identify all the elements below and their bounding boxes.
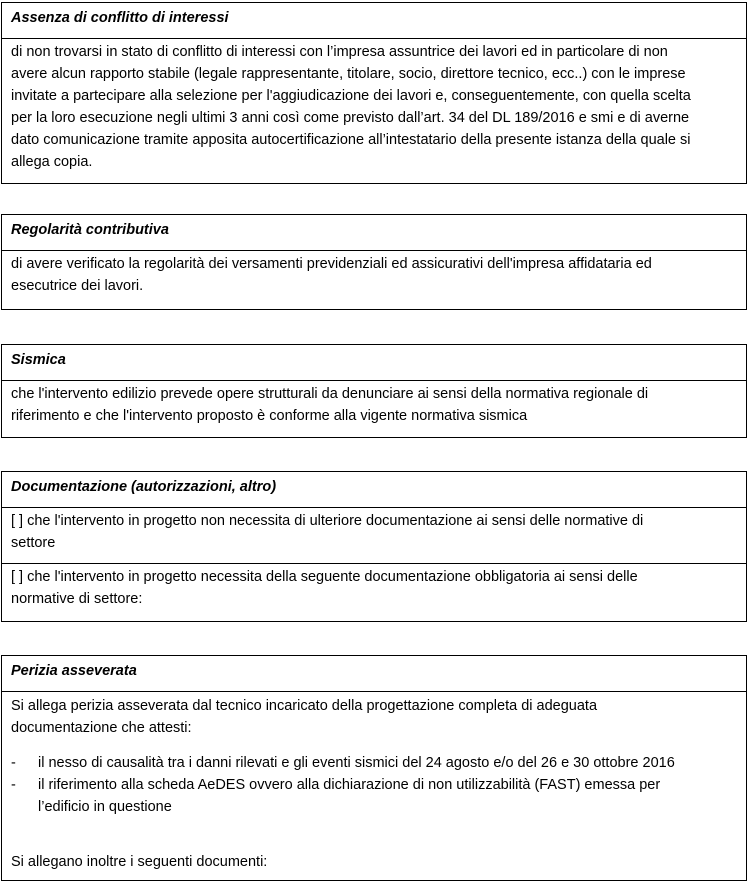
- text-line: Si allega perizia asseverata dal tecnico incaricato della progettazione completa di adeguata: [11, 698, 598, 714]
- text-line: documentazione che attesti:: [11, 720, 192, 736]
- section-sismica: [1, 344, 747, 438]
- bullet-dash: -: [11, 755, 16, 771]
- list-item: [11, 752, 737, 774]
- section-body: [2, 39, 746, 173]
- text-line: allega copia.: [11, 154, 93, 170]
- text-line: che l'intervento edilizio prevede opere strutturali da denunciare ai sensi della normativa regionale di: [11, 386, 649, 402]
- text-line: settore: [11, 535, 56, 551]
- text-line: invitate a partecipare alla selezione per l'aggiudicazione dei lavori e, conseguentemente, con quella scelta: [11, 88, 691, 104]
- section-regolarita-contributiva: [1, 214, 747, 310]
- text-line: dato comunicazione tramite apposita autocertificazione all’intestatario della presente istanza della quale si: [11, 132, 691, 148]
- section-body: [2, 692, 746, 873]
- checkbox-option-line: [ ] che l'intervento in progetto non necessita di ulteriore documentazione ai sensi delle normative di: [11, 513, 644, 529]
- section-title: Sismica: [2, 345, 746, 381]
- text-line: esecutrice dei lavori.: [11, 278, 144, 294]
- closing-line: Si allegano inoltre i seguenti documenti:: [11, 854, 268, 870]
- list-item: [11, 774, 737, 818]
- text-line: riferimento e che l'intervento proposto è conforme alla vigente normativa sismica: [11, 408, 528, 424]
- text-line: normative di settore:: [11, 591, 143, 607]
- section-body: [2, 381, 746, 427]
- attestation-list: [11, 752, 737, 818]
- text-line: per la loro esecuzione negli ultimi 3 anni così come previsto dall’art. 34 del DL 189/2016 e smi e di averne: [11, 110, 690, 126]
- section-title: Perizia asseverata: [2, 656, 746, 692]
- bullet-dash: -: [11, 777, 16, 793]
- section-perizia-asseverata: [1, 655, 747, 881]
- text-line: il riferimento alla scheda AeDES ovvero alla dichiarazione di non utilizzabilità (FAST) emessa per: [38, 777, 661, 793]
- checkbox-option-line: [ ] che l'intervento in progetto necessita della seguente documentazione obbligatoria ai sensi delle: [11, 569, 638, 585]
- section-body: [2, 251, 746, 297]
- section-title: Assenza di conflitto di interessi: [2, 3, 746, 39]
- section-title: Documentazione (autorizzazioni, altro): [2, 472, 746, 508]
- option-documentazione-obbligatoria: [2, 564, 746, 610]
- text-line: l’edificio in questione: [38, 799, 172, 815]
- section-title: Regolarità contributiva: [2, 215, 746, 251]
- section-documentazione: [1, 471, 747, 622]
- text-line: di avere verificato la regolarità dei versamenti previdenziali ed assicurativi dell'impresa affidataria ed: [11, 256, 652, 272]
- text-line: avere alcun rapporto stabile (legale rappresentante, titolare, socio, direttore tecnico, ecc..) con le imprese: [11, 66, 686, 82]
- section-conflitto-interessi: [1, 2, 747, 184]
- option-no-documentazione: [2, 508, 746, 564]
- text-line: il nesso di causalità tra i danni rilevati e gli eventi sismici del 24 agosto e/o del 26 e 30 ottobre 2016: [38, 755, 675, 771]
- text-line: di non trovarsi in stato di conflitto di interessi con l’impresa assuntrice dei lavori ed in particolare di non: [11, 44, 668, 60]
